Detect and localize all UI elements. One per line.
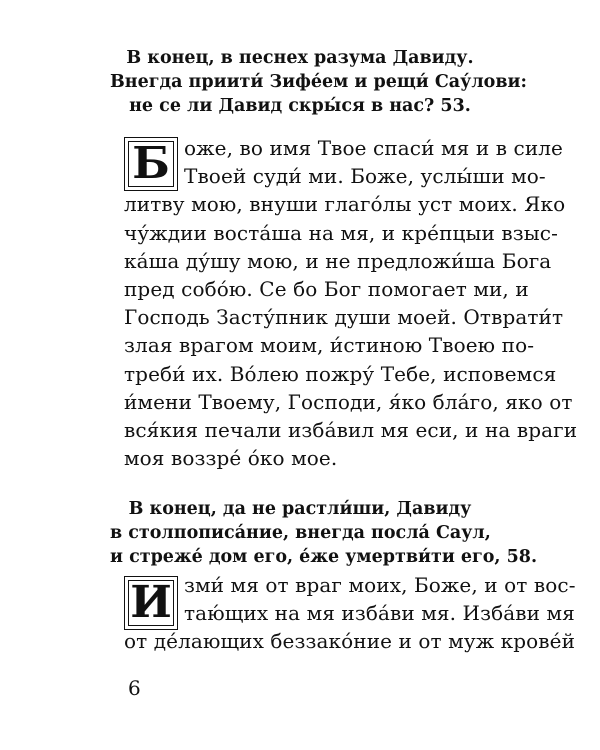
heading-line: и стреже́ дом его, е́же умертви́ти его, 58. <box>110 547 538 567</box>
text-line: литву мою, внуши глаго́лы уст моих. Яко <box>124 192 566 217</box>
text-line: Господь Засту́пник души моей. Отврати́т <box>124 305 564 330</box>
text-line: треби́ их. Во́лею пожру́ Тебе, исповемся <box>124 361 557 386</box>
text-line: оже, во имя Твое спаси́ мя и в силе <box>184 136 563 160</box>
heading-line: Внегда приити́ Зифе́ем и рещи́ Сау́лови: <box>110 72 527 92</box>
text-line: от де́лающих беззако́ние и от муж крове́й <box>124 629 576 654</box>
text-line: чу́ждии воста́ша на мя, и кре́пцыи взыс- <box>124 220 558 245</box>
psalm-text-1 <box>124 134 578 472</box>
drop-cap-letter: И <box>128 580 174 626</box>
psalm-heading-1 <box>110 46 527 118</box>
heading-line: в столпописа́ние, внегда посла́ Саул, <box>110 523 491 543</box>
page-number: 6 <box>128 676 141 700</box>
text-line: таю́щих на мя изба́ви мя. Изба́ви мя <box>184 601 575 626</box>
heading-line: В конец, в песнех разума Давиду. <box>126 48 474 68</box>
text-line: моя воззре́ о́ко мое. <box>124 446 338 471</box>
text-line: пред собо́ю. Се бо Бог помогает ми, и <box>124 277 529 302</box>
text-line: ка́ша ду́шу мою, и не предложи́ша Бога <box>124 248 552 273</box>
text-line: зми́ мя от враг моих, Боже, и от вос- <box>184 573 576 597</box>
heading-line: не се ли Давид скры́ся в нас? 53. <box>129 96 471 116</box>
text-line: злая врагом моим, и́стиною Твоею по- <box>124 333 535 358</box>
psalm-text-2 <box>124 571 576 656</box>
heading-line: В конец, да не растли́ши, Давиду <box>128 499 472 519</box>
drop-cap-letter: Б <box>128 141 174 187</box>
text-line: и́мени Твоему, Господи, я́ко бла́го, яко от <box>124 389 573 414</box>
psalm-heading-2 <box>110 497 538 569</box>
text-line: вся́кия печали изба́вил мя еси, и на враги <box>124 418 578 443</box>
text-line: Твоей суди́ ми. Боже, услы́ши мо- <box>184 164 546 189</box>
